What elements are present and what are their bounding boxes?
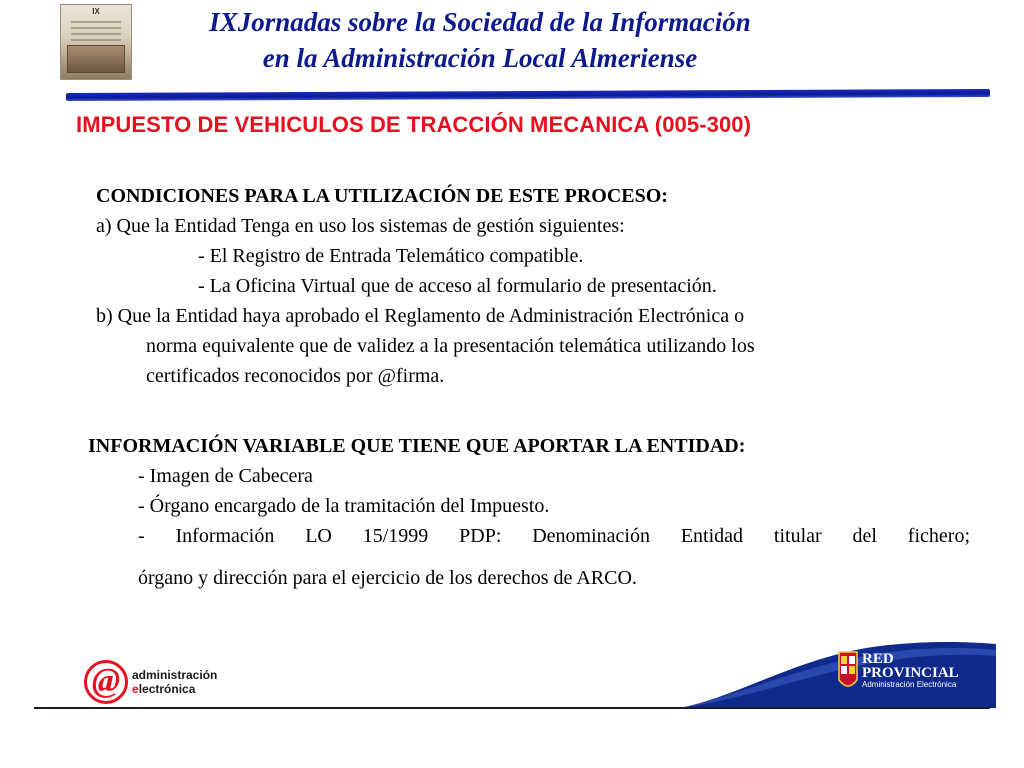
thumbnail-label: IX [92,7,100,16]
header-rule [66,89,990,101]
header-title-line2: en la Administración Local Almeriense [262,43,698,73]
condition-b-line3: certificados reconocidos por @firma. [146,365,445,387]
logo-text-line2-rest: lectrónica [138,682,196,696]
slide-heading: IMPUESTO DE VEHICULOS DE TRACCIÓN MECANICA (005-300) [76,112,752,137]
logo-text [132,668,217,696]
shield-quarter [849,666,855,674]
header-title [180,4,780,76]
shield-quarter [841,666,847,674]
red-provincial-line1: RED [862,651,894,667]
provincial-shield-icon [838,650,858,692]
at-sign-icon: @ [84,660,128,704]
thumbnail-text-line [71,33,121,35]
info-title: INFORMACIÓN VARIABLE QUE TIENE QUE APORTAR LA ENTIDAD: [88,435,746,457]
thumbnail-text-line [71,27,121,29]
info-item: - Órgano encargado de la tramitación del Impuesto. [138,495,550,517]
condition-b-line2: norma equivalente que de validez a la presentación telemática utilizando los [146,335,755,357]
thumbnail-text-line [71,39,121,41]
info-item: - Información LO 15/1999 PDP: Denominación Entidad titular del fichero; [138,525,970,547]
info-item-continued: órgano y dirección para el ejercicio de los derechos de ARCO. [138,567,637,589]
red-provincial-line3: Administración Electrónica [862,680,957,689]
logo-text-line2 [132,682,217,696]
logo-e-letter: e [132,682,139,696]
info-item: - Imagen de Cabecera [138,465,313,487]
red-provincial-logo [862,652,959,690]
shield-quarter [841,656,847,664]
shield-quarter [849,656,855,664]
conditions-title: CONDICIONES PARA LA UTILIZACIÓN DE ESTE PROCESO: [96,185,668,207]
condition-b-line1: b) Que la Entidad haya aprobado el Reglamento de Administración Electrónica o [96,305,745,327]
condition-a-item: - El Registro de Entrada Telemático compatible. [198,245,584,267]
footer-rule [34,707,990,709]
condition-a-item: - La Oficina Virtual que de acceso al formulario de presentación. [198,275,717,297]
thumbnail-photo [67,45,125,73]
condition-a: a) Que la Entidad Tenga en uso los sistemas de gestión siguientes: [96,215,625,237]
red-provincial-line2: PROVINCIAL [862,665,959,681]
header-title-line1: IXJornadas sobre la Sociedad de la Información [209,7,751,37]
logo-text-line1: administración [132,668,218,682]
administracion-electronica-logo [84,660,234,708]
thumbnail-text-line [71,21,121,23]
event-thumbnail [60,4,132,80]
